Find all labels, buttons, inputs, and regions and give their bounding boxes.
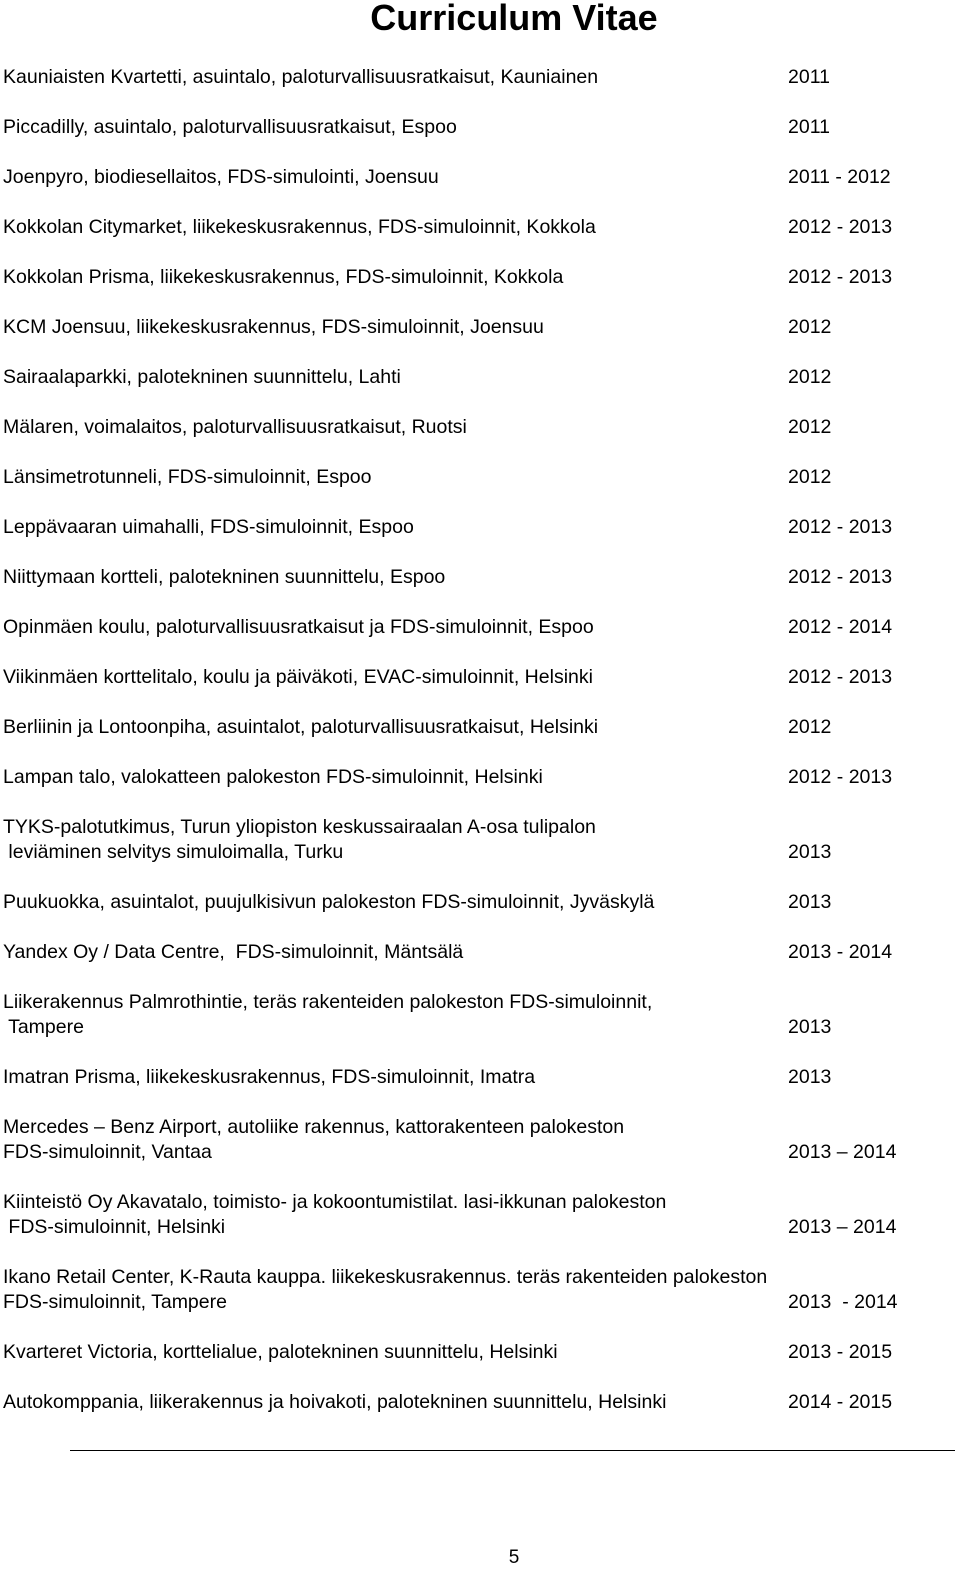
project-years: 2012 - 2013 bbox=[788, 566, 893, 588]
project-entry bbox=[3, 315, 953, 340]
project-description: Kauniaisten Kvartetti, asuintalo, paloturvallisuusratkaisut, Kauniainen bbox=[3, 66, 599, 88]
project-description: Yandex Oy / Data Centre, FDS-simuloinnit, Mäntsälä bbox=[3, 941, 464, 963]
project-years: 2012 bbox=[788, 716, 832, 738]
project-entry bbox=[3, 990, 953, 1040]
project-description: Leppävaaran uimahalli, FDS-simuloinnit, Espoo bbox=[3, 516, 414, 538]
project-description: Kvarteret Victoria, korttelialue, palotekninen suunnittelu, Helsinki bbox=[3, 1341, 558, 1363]
project-description: Kokkolan Prisma, liikekeskusrakennus, FDS-simuloinnit, Kokkola bbox=[3, 266, 564, 288]
project-years: 2011 - 2012 bbox=[788, 166, 891, 188]
project-entry bbox=[3, 465, 953, 490]
project-description: Opinmäen koulu, paloturvallisuusratkaisut ja FDS-simuloinnit, Espoo bbox=[3, 616, 594, 638]
project-description: Berliinin ja Lontoonpiha, asuintalot, paloturvallisuusratkaisut, Helsinki bbox=[3, 716, 599, 738]
project-years: 2012 - 2013 bbox=[788, 666, 893, 688]
project-entry bbox=[3, 115, 953, 140]
project-years: 2014 - 2015 bbox=[788, 1391, 893, 1413]
project-description: Piccadilly, asuintalo, paloturvallisuusratkaisut, Espoo bbox=[3, 116, 457, 138]
project-entry bbox=[3, 265, 953, 290]
project-years: 2012 bbox=[788, 466, 832, 488]
project-years: 2012 bbox=[788, 366, 832, 388]
project-description: KCM Joensuu, liikekeskusrakennus, FDS-simuloinnit, Joensuu bbox=[3, 316, 544, 338]
project-entry bbox=[3, 615, 953, 640]
footer-divider bbox=[70, 1450, 955, 1451]
project-entry bbox=[3, 365, 953, 390]
project-years: 2013 – 2014 bbox=[788, 1141, 897, 1163]
project-description: Viikinmäen korttelitalo, koulu ja päiväkoti, EVAC-simuloinnit, Helsinki bbox=[3, 666, 593, 688]
project-entry bbox=[3, 515, 953, 540]
project-years: 2013 bbox=[788, 841, 832, 863]
project-description: Mercedes – Benz Airport, autoliike rakennus, kattorakenteen palokeston FDS-simuloinnit, Vantaa bbox=[3, 1116, 625, 1163]
project-entry bbox=[3, 215, 953, 240]
page-number: 5 bbox=[508, 1547, 520, 1568]
project-description: Imatran Prisma, liikekeskusrakennus, FDS-simuloinnit, Imatra bbox=[3, 1066, 536, 1088]
page-title: Curriculum Vitae bbox=[370, 0, 658, 38]
project-description: Autokomppania, liikerakennus ja hoivakoti, palotekninen suunnittelu, Helsinki bbox=[3, 1391, 667, 1413]
project-entry bbox=[3, 1190, 953, 1240]
project-entry bbox=[3, 165, 953, 190]
project-description: Kiinteistö Oy Akavatalo, toimisto- ja kokoontumistilat. lasi-ikkunan palokeston FDS-simuloinnit, Helsinki bbox=[3, 1191, 667, 1238]
project-entry bbox=[3, 1390, 953, 1415]
project-entry bbox=[3, 815, 953, 865]
project-description: Niittymaan kortteli, palotekninen suunnittelu, Espoo bbox=[3, 566, 446, 588]
project-entry bbox=[3, 940, 953, 965]
project-description: Mälaren, voimalaitos, paloturvallisuusratkaisut, Ruotsi bbox=[3, 416, 467, 438]
project-entry bbox=[3, 1115, 953, 1165]
project-years: 2013 bbox=[788, 891, 832, 913]
project-description: Kokkolan Citymarket, liikekeskusrakennus, FDS-simuloinnit, Kokkola bbox=[3, 216, 596, 238]
project-description: Sairaalaparkki, palotekninen suunnittelu, Lahti bbox=[3, 366, 401, 388]
project-years: 2012 - 2013 bbox=[788, 766, 893, 788]
project-entry bbox=[3, 65, 953, 90]
project-description: Puukuokka, asuintalot, puujulkisivun palokeston FDS-simuloinnit, Jyväskylä bbox=[3, 891, 655, 913]
project-description: Liikerakennus Palmrothintie, teräs rakenteiden palokeston FDS-simuloinnit, Tampere bbox=[3, 991, 653, 1038]
project-description: Länsimetrotunneli, FDS-simuloinnit, Espoo bbox=[3, 466, 372, 488]
project-years: 2012 - 2013 bbox=[788, 266, 893, 288]
project-entry bbox=[3, 890, 953, 915]
project-description: Ikano Retail Center, K-Rauta kauppa. liikekeskusrakennus. teräs rakenteiden palokeston FDS-simuloinnit, Tampere bbox=[3, 1266, 768, 1313]
project-years: 2011 bbox=[788, 116, 830, 138]
project-entry bbox=[3, 665, 953, 690]
project-entry bbox=[3, 1065, 953, 1090]
project-years: 2013 - 2015 bbox=[788, 1341, 893, 1363]
project-years: 2012 - 2013 bbox=[788, 516, 893, 538]
project-entry bbox=[3, 765, 953, 790]
project-years: 2013 – 2014 bbox=[788, 1216, 897, 1238]
project-years: 2013 bbox=[788, 1066, 832, 1088]
project-years: 2013 bbox=[788, 1016, 832, 1038]
project-years: 2013 - 2014 bbox=[788, 941, 893, 963]
project-years: 2012 bbox=[788, 416, 832, 438]
project-years: 2012 bbox=[788, 316, 832, 338]
project-years: 2013 - 2014 bbox=[788, 1291, 898, 1313]
project-entry bbox=[3, 715, 953, 740]
project-years: 2011 bbox=[788, 66, 830, 88]
project-description: TYKS-palotutkimus, Turun yliopiston keskussairaalan A-osa tulipalon leviäminen selvitys simuloimalla, Turku bbox=[3, 816, 596, 863]
project-entry bbox=[3, 415, 953, 440]
project-entry bbox=[3, 1265, 953, 1315]
project-description: Joenpyro, biodiesellaitos, FDS-simulointi, Joensuu bbox=[3, 166, 439, 188]
project-description: Lampan talo, valokatteen palokeston FDS-simuloinnit, Helsinki bbox=[3, 766, 543, 788]
project-years: 2012 - 2013 bbox=[788, 216, 893, 238]
project-entry bbox=[3, 1340, 953, 1365]
project-entry bbox=[3, 565, 953, 590]
project-years: 2012 - 2014 bbox=[788, 616, 893, 638]
